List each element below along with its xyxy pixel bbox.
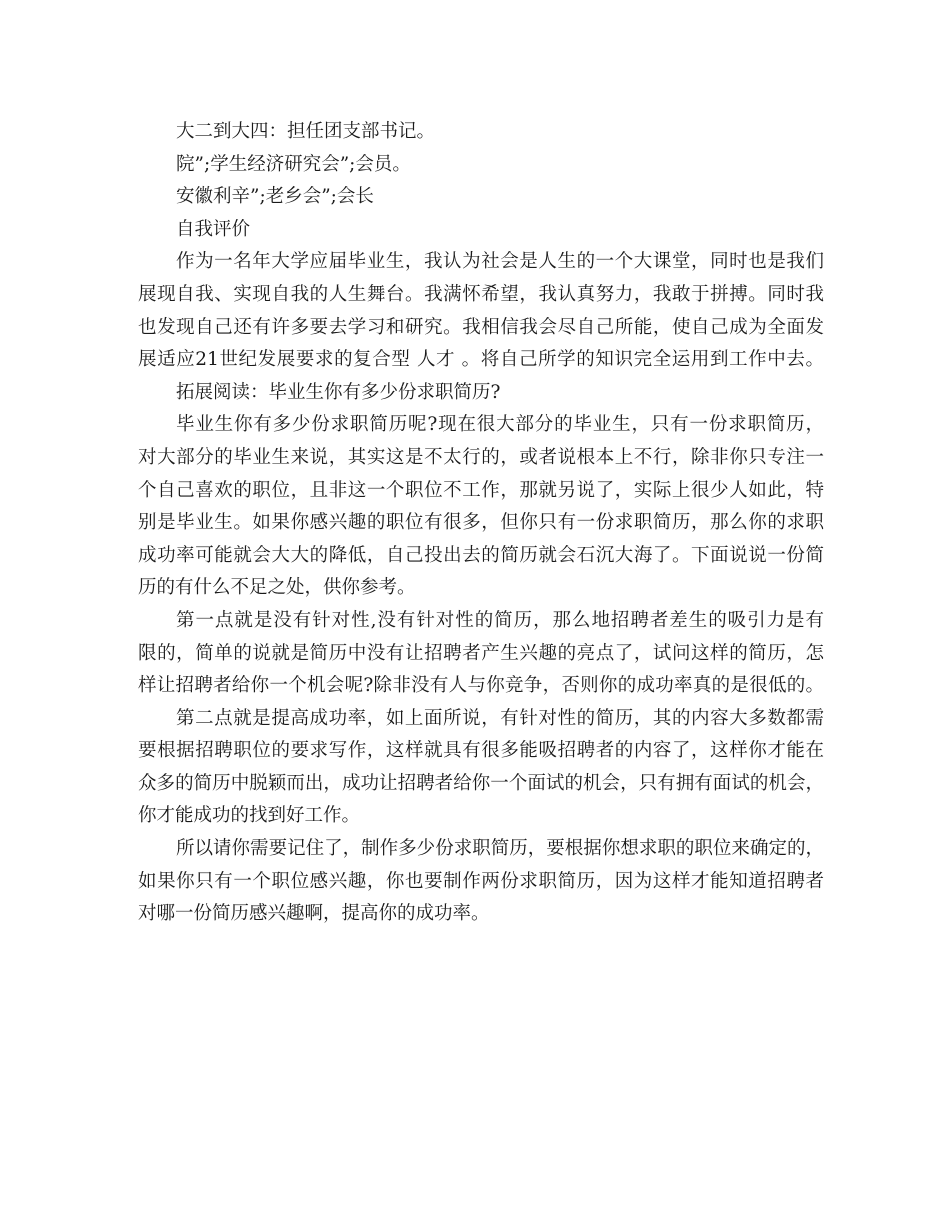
paragraph-line: 如果你只有一个职位感兴趣，你也要制作两份求职简历，因为这样才能知道招聘者 — [138, 870, 824, 892]
paragraph-line: 样让招聘者给你一个机会呢?除非没有人与你竞争，否则你的成功率真的是很低的。 — [138, 675, 824, 697]
paragraph-line: 成功率可能就会大大的降低，自己投出去的简历就会石沉大海了。下面说说一份简 — [138, 544, 824, 566]
paragraph-line: 第一点就是没有针对性,没有针对性的简历，那么地招聘者差生的吸引力是有 — [176, 609, 824, 631]
text-line-association: 安徽利辛”;老乡会”;会长 — [176, 186, 374, 208]
paragraph-line: 众多的简历中脱颖而出，成功让招聘者给你一个面试的机会，只有拥有面试的机会， — [138, 772, 824, 794]
paragraph-line: 别是毕业生。如果你感兴趣的职位有很多，但你只有一份求职简历，那么你的求职 — [138, 512, 824, 534]
paragraph-line: 限的，简单的说就是简历中没有让招聘者产生兴趣的亮点了，试问这样的简历，怎 — [138, 642, 824, 664]
paragraph-line: 历的有什么不足之处，供你参考。 — [138, 577, 416, 599]
paragraph-line: 要根据招聘职位的要求写作，这样就具有很多能吸招聘者的内容了，这样你才能在 — [138, 740, 824, 762]
document-body — [138, 116, 824, 931]
paragraph-line: 第二点就是提高成功率，如上面所说，有针对性的简历，其的内容大多数都需 — [176, 707, 824, 729]
section-heading-self-evaluation: 自我评价 — [176, 218, 251, 240]
paragraph-line: 也发现自己还有许多要去学习和研究。我相信我会尽自己所能，使自己成为全面发 — [138, 316, 824, 338]
paragraph-line: 个自己喜欢的职位，且非这一个职位不工作，那就另说了，实际上很少人如此，特 — [138, 479, 824, 501]
paragraph-line: 作为一名年大学应届毕业生，我认为社会是人生的一个大课堂，同时也是我们 — [176, 251, 824, 273]
section-heading-extended-reading: 拓展阅读：毕业生你有多少份求职简历? — [176, 381, 501, 403]
paragraph-line: 展适应21世纪发展要求的复合型 人才 。将自己所学的知识完全运用到工作中去。 — [138, 349, 824, 371]
paragraph-line: 所以请你需要记住了，制作多少份求职简历，要根据你想求职的职位来确定的， — [176, 838, 824, 860]
paragraph-line: 对大部分的毕业生来说，其实这是不太行的，或者说根本上不行，除非你只专注一 — [138, 446, 824, 468]
text-line-position: 大二到大四：担任团支部书记。 — [176, 121, 436, 142]
text-line-membership: 院”;学生经济研究会”;会员。 — [176, 153, 411, 175]
paragraph-line: 对哪一份简历感兴趣啊，提高你的成功率。 — [138, 903, 490, 925]
paragraph-line: 毕业生你有多少份求职简历呢?现在很大部分的毕业生，只有一份求职简历， — [176, 414, 824, 436]
paragraph-line: 展现自我、实现自我的人生舞台。我满怀希望，我认真努力，我敢于拼搏。同时我 — [138, 283, 824, 305]
paragraph-line: 你才能成功的找到好工作。 — [138, 805, 361, 827]
